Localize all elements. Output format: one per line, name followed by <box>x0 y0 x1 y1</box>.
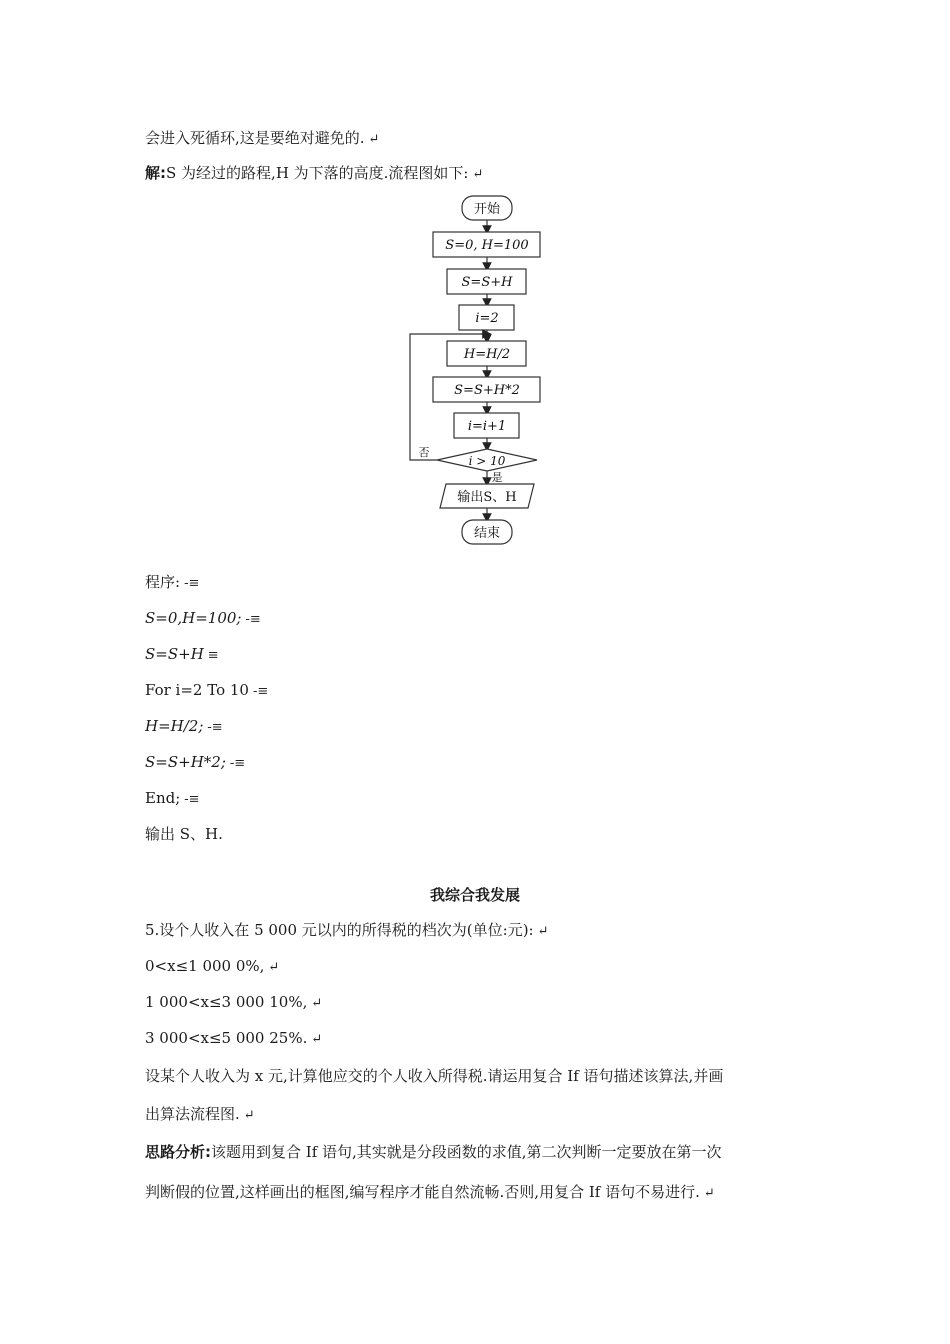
analysis-line: 判断假的位置,这样画出的框图,编写程序才能自然流畅.否则,用复合 If 语句不易进行. ↵ <box>145 1182 715 1204</box>
flow-end-label: 结束 <box>473 526 501 541</box>
analysis-line: 思路分析:该题用到复合 If 语句,其实就是分段函数的求值,第二次判断一定要放在第一次 <box>145 1143 722 1161</box>
solution-label: 解: <box>145 164 166 182</box>
code-line: End; -≡ <box>145 788 200 810</box>
flowchart <box>0 190 950 750</box>
flow-init-label: S=0, H=100 <box>445 238 529 253</box>
code-line: For i=2 To 10 -≡ <box>145 680 268 702</box>
text-line: 会进入死循环,这是要绝对避免的. ↵ <box>145 128 379 150</box>
paragraph-mark-icon: ↵ <box>368 132 380 147</box>
paragraph-mark-icon: ↵ <box>243 1108 255 1123</box>
task-line: 出算法流程图. ↵ <box>145 1104 255 1126</box>
line-end-icon: -≡ <box>245 612 261 627</box>
code-line: S=S+H ≡ <box>145 644 219 666</box>
flow-output-label: 输出S、H <box>457 490 517 505</box>
task-line: 设某个人收入为 x 元,计算他应交的个人收入所得税.请运用复合 If 语句描述该算法,并画 <box>145 1067 724 1085</box>
flow-step2-label: i=2 <box>475 311 499 326</box>
line-end-icon: -≡ <box>252 684 269 699</box>
line-end-icon: -≡ <box>229 756 246 771</box>
tier-line: 0<x≤1 000 0%, ↵ <box>145 956 279 978</box>
solution-line: 解:S 为经过的路程,H 为下落的高度.流程图如下: ↵ <box>145 163 483 185</box>
code-line: 输出 S、H. <box>145 825 223 843</box>
tier-line: 1 000<x≤3 000 10%, ↵ <box>145 992 322 1014</box>
question-line: 5.设个人收入在 5 000 元以内的所得税的档次为(单位:元): ↵ <box>145 920 549 942</box>
flow-step1-label: S=S+H <box>461 275 513 290</box>
line-end-icon: -≡ <box>184 792 200 807</box>
flow-condition-label: i > 10 <box>468 454 506 468</box>
flow-no-label: 否 <box>418 446 430 459</box>
code-line: H=H/2; -≡ <box>145 716 223 738</box>
line-end-icon: ≡ <box>207 648 219 663</box>
flow-start-label: 开始 <box>473 202 501 217</box>
paragraph-mark-icon: ↵ <box>537 924 549 939</box>
analysis-label: 思路分析: <box>145 1143 211 1161</box>
flow-step4-label: S=S+H*2 <box>454 383 520 398</box>
paragraph-mark-icon: ↵ <box>311 1032 323 1047</box>
flow-yes-label: 是 <box>491 471 503 484</box>
paragraph-mark-icon: ↵ <box>311 996 323 1011</box>
code-line: S=0,H=100; -≡ <box>145 608 261 630</box>
section-heading: 我综合我发展 <box>429 886 520 904</box>
flow-step5-label: i=i+1 <box>467 419 507 434</box>
paragraph-mark-icon: ↵ <box>472 167 484 182</box>
line-end-icon: -≡ <box>207 720 223 735</box>
tier-line: 3 000<x≤5 000 25%. ↵ <box>145 1028 322 1050</box>
paragraph-mark-icon: ↵ <box>703 1186 715 1201</box>
line-end-icon: -≡ <box>184 576 200 591</box>
program-title: 程序: -≡ <box>145 572 199 594</box>
code-line: S=S+H*2; -≡ <box>145 752 245 774</box>
paragraph-mark-icon: ↵ <box>268 960 280 975</box>
flow-step3-label: H=H/2 <box>463 347 511 362</box>
